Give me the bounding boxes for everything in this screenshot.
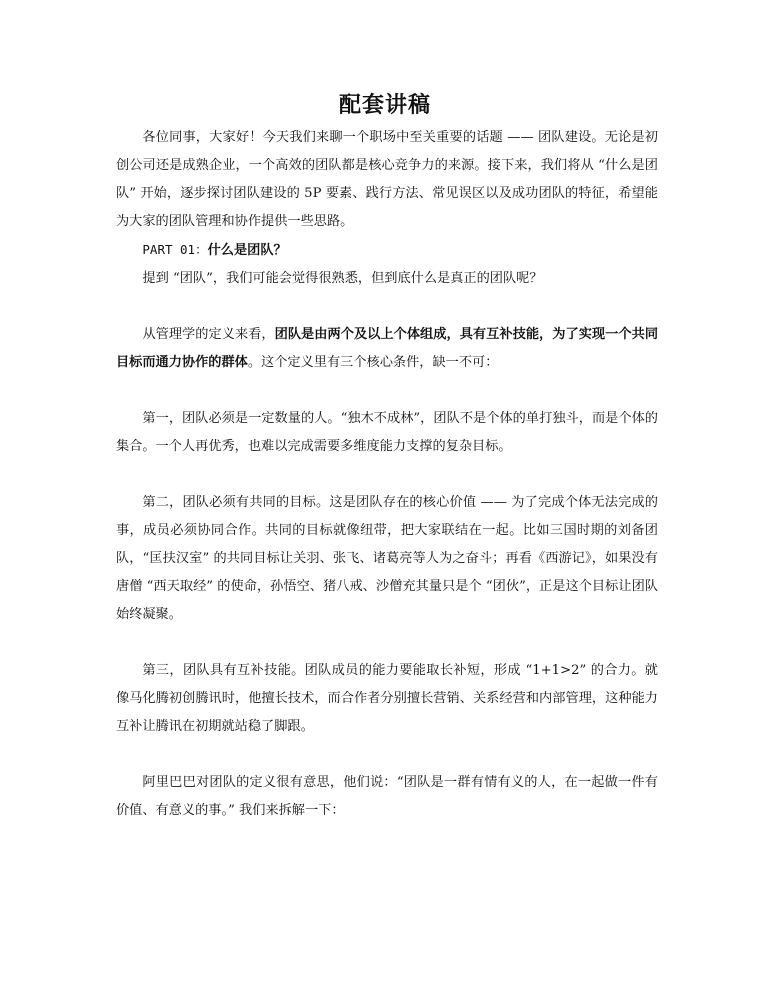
paragraph-spacer [116, 629, 658, 657]
paragraph-spacer [116, 741, 658, 769]
section-heading [116, 236, 658, 265]
question-paragraph: 提到 “团队”，我们可能会觉得很熟悉，但到底什么是真正的团队呢？ [142, 271, 543, 286]
intro-paragraph: 各位同事，大家好！今天我们来聊一个职场中至关重要的话题 —— 团队建设。无论是初创公司还是成熟企业，一个高效的团队都是核心竞争力的来源。接下来，我们将从 “什么是团队” 开始，逐步探讨团队建设的 5P 要素、践行方法、常见误区以及成功团队的特征，希望能为大家的团队管理和协作提供一些思路。 [116, 130, 658, 229]
paragraph-spacer [116, 461, 658, 489]
alibaba-definition-paragraph: 阿里巴巴对团队的定义很有意思，他们说：“团队是一群有情有义的人，在一起做一件有价值、有意义的事。” 我们来拆解一下： [116, 775, 658, 818]
page-title: 配套讲稿 [338, 92, 431, 118]
third-condition-paragraph: 第三，团队具有互补技能。团队成员的能力要能取长补短，形成 “1+1>2” 的合力。就像马化腾初创腾讯时，他擅长技术，而合作者分别擅长营销、关系经营和内部管理，这种能力互补让腾讯在初期就站稳了脚跟。 [116, 663, 658, 734]
definition-paragraph [116, 321, 658, 377]
definition-bold: 团队是由两个及以上个体组成，具有互补技能，为了实现一个共同目标而通力协作的群体 [116, 327, 658, 370]
definition-lead: 从管理学的定义来看， [142, 327, 275, 342]
paragraph-spacer [116, 293, 658, 321]
first-condition-paragraph: 第一，团队必须是一定数量的人。“独木不成林”，团队不是个体的单打独斗，而是个体的集合。一个人再优秀，也难以完成需要多维度能力支撑的复杂目标。 [116, 411, 658, 454]
paragraph-spacer [116, 377, 658, 405]
section-part-label: PART 01： [142, 242, 208, 257]
document-body [116, 124, 658, 825]
section-heading-text: 什么是团队？ [207, 243, 287, 258]
second-condition-paragraph: 第二，团队必须有共同的目标。这是团队存在的核心价值 —— 为了完成个体无法完成的事，成员必须协同合作。共同的目标就像纽带，把大家联结在一起。比如三国时期的刘备团队，“匡扶汉室” 的共同目标让关羽、张飞、诸葛亮等人为之奋斗；再看《西游记》，如果没有唐僧 “西天取经” 的使命，孙悟空、猪八戒、沙僧充其量只是个 “团伙”，正是这个目标让团队始终凝聚。 [116, 495, 658, 622]
definition-tail: 。这个定义里有三个核心条件，缺一不可： [247, 355, 499, 370]
